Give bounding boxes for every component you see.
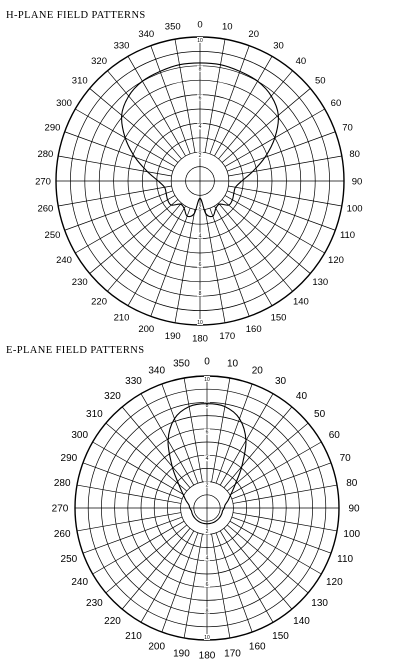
- e-plane-panel: [0, 336, 400, 672]
- angle-label: 140: [292, 296, 309, 308]
- grid-spoke: [222, 88, 310, 162]
- angle-label: 60: [328, 430, 340, 441]
- grid-spoke: [107, 71, 181, 159]
- radial-label: 4: [198, 124, 202, 131]
- angle-label: 350: [164, 21, 181, 33]
- grid-spoke: [214, 56, 272, 156]
- grid-spoke: [214, 206, 272, 306]
- grid-spoke: [220, 394, 273, 485]
- angle-label: 110: [339, 230, 356, 242]
- angle-label: 210: [113, 312, 130, 324]
- angle-label: 180: [198, 650, 216, 662]
- angle-label: 260: [37, 203, 54, 215]
- grid-spoke: [233, 513, 337, 531]
- radial-label: 6: [198, 262, 202, 269]
- angle-label: 340: [138, 28, 155, 40]
- grid-spoke: [83, 517, 182, 553]
- angle-label: 200: [138, 323, 155, 335]
- grid-spoke: [106, 525, 187, 593]
- grid-spoke: [65, 191, 173, 230]
- grid-spoke: [227, 423, 308, 491]
- grid-spoke: [107, 203, 181, 291]
- grid-spoke: [175, 39, 195, 152]
- radial-label: 10: [204, 634, 210, 641]
- grid-spoke: [128, 56, 186, 156]
- angle-label: 190: [173, 648, 190, 660]
- grid-spoke: [228, 186, 341, 206]
- angle-label: 330: [113, 40, 130, 52]
- grid-spoke: [225, 195, 325, 253]
- grid-spoke: [219, 203, 293, 291]
- angle-label: 70: [342, 122, 353, 134]
- grid-spoke: [220, 531, 273, 622]
- angle-label: 220: [104, 616, 121, 628]
- angle-label: 170: [219, 330, 236, 342]
- angle-label: 290: [60, 453, 78, 465]
- angle-label: 200: [148, 641, 166, 653]
- angle-label: 100: [343, 529, 361, 541]
- radial-label: 4: [205, 456, 209, 462]
- angle-label: 320: [91, 56, 108, 68]
- grid-spoke: [232, 517, 331, 553]
- angle-label: 130: [311, 597, 328, 609]
- grid-spoke: [58, 186, 171, 206]
- grid-spoke: [75, 195, 175, 253]
- angle-label: 220: [91, 296, 108, 308]
- angle-label: 340: [148, 365, 166, 377]
- grid-spoke: [122, 407, 190, 488]
- angle-label: 300: [56, 97, 72, 109]
- grid-spoke: [224, 407, 292, 488]
- grid-spoke: [227, 132, 335, 171]
- angle-label: 300: [71, 430, 89, 441]
- grid-spoke: [228, 156, 341, 176]
- grid-spoke: [151, 46, 190, 154]
- grid-spoke: [212, 534, 230, 638]
- angle-label: 310: [86, 409, 103, 421]
- angle-label: 50: [314, 409, 326, 421]
- angle-label: 150: [270, 312, 287, 324]
- grid-spoke: [141, 394, 194, 485]
- angle-label: 110: [337, 553, 354, 565]
- angle-label: 10: [226, 358, 239, 370]
- angle-label: 320: [104, 390, 121, 402]
- e-plane-polar-chart: [0, 336, 400, 672]
- grid-spoke: [58, 156, 171, 176]
- angle-label: 230: [86, 597, 103, 609]
- angle-label: 350: [173, 358, 190, 370]
- grid-spoke: [83, 463, 182, 499]
- angle-label: 120: [325, 577, 343, 588]
- angle-label: 50: [314, 75, 326, 87]
- angle-label: 60: [330, 97, 342, 109]
- radial-label: 2: [198, 153, 202, 159]
- grid-spoke: [175, 209, 195, 322]
- grid-spoke: [77, 513, 181, 531]
- angle-label: 20: [248, 28, 259, 40]
- grid-spoke: [232, 463, 331, 499]
- radial-label: 10: [197, 37, 203, 44]
- grid-spoke: [227, 525, 308, 593]
- angle-label: 180: [192, 333, 208, 345]
- angle-label: 330: [125, 376, 142, 388]
- angle-label: 250: [44, 230, 61, 242]
- grid-spoke: [210, 208, 249, 316]
- grid-spoke: [210, 46, 249, 154]
- grid-spoke: [205, 39, 225, 152]
- grid-spoke: [93, 442, 184, 495]
- grid-spoke: [90, 200, 178, 274]
- grid-spoke: [162, 533, 198, 632]
- grid-spoke: [162, 384, 198, 483]
- radial-label: 10: [204, 376, 210, 383]
- angle-label: 270: [35, 176, 51, 188]
- angle-label: 20: [251, 365, 263, 377]
- radial-label: 8: [198, 66, 202, 73]
- grid-spoke: [230, 521, 321, 574]
- angle-label: 0: [204, 356, 210, 368]
- grid-spoke: [227, 191, 335, 230]
- radial-label: 4: [205, 555, 209, 562]
- angle-label: 70: [339, 453, 351, 465]
- grid-spoke: [151, 208, 190, 316]
- grid-spoke: [216, 384, 252, 483]
- radial-label: 10: [197, 319, 203, 326]
- angle-label: 160: [245, 323, 262, 335]
- angle-label: 30: [274, 376, 287, 388]
- grid-spoke: [77, 485, 181, 503]
- angle-label: 90: [351, 176, 363, 188]
- angle-label: 90: [348, 503, 360, 515]
- polar-grid: [75, 376, 339, 640]
- angle-label: 280: [53, 477, 71, 489]
- grid-spoke: [184, 378, 202, 482]
- angle-label: 120: [328, 254, 344, 266]
- radial-label: 2: [205, 529, 209, 536]
- angle-label: 0: [197, 19, 203, 31]
- radial-label: 4: [198, 233, 202, 240]
- angle-label: 40: [295, 56, 307, 68]
- radial-label: 8: [198, 291, 202, 297]
- grid-spoke: [224, 528, 292, 609]
- grid-spoke: [222, 200, 310, 274]
- grid-spoke: [233, 485, 337, 503]
- angle-label: 170: [224, 648, 241, 660]
- grid-spoke: [65, 132, 173, 171]
- angle-label: 290: [44, 122, 61, 134]
- angle-label: 240: [56, 254, 72, 266]
- angle-label: 280: [37, 149, 54, 161]
- grid-spoke: [184, 534, 202, 638]
- angle-label: 310: [71, 75, 88, 87]
- angle-label: 210: [125, 630, 142, 642]
- h-plane-title: H-PLANE FIELD PATTERNS: [6, 10, 146, 21]
- angle-label: 190: [164, 330, 181, 342]
- angle-label: 150: [272, 630, 289, 642]
- angle-label: 30: [273, 40, 284, 52]
- angle-label: 140: [293, 616, 310, 628]
- grid-spoke: [212, 378, 230, 482]
- grid-spoke: [93, 521, 184, 574]
- grid-spoke: [205, 209, 225, 322]
- grid-spoke: [141, 531, 194, 622]
- angle-label: 250: [60, 553, 78, 565]
- angle-label: 260: [53, 529, 71, 541]
- angle-label: 40: [295, 390, 308, 402]
- radial-label: 6: [198, 95, 202, 102]
- radial-label: 6: [205, 429, 209, 436]
- radial-label: 8: [205, 403, 209, 410]
- grid-spoke: [216, 533, 252, 632]
- polar-grid: [56, 37, 344, 325]
- angle-label: 240: [71, 577, 89, 588]
- angle-label: 270: [51, 503, 69, 515]
- angle-label: 100: [346, 203, 363, 215]
- grid-spoke: [122, 528, 190, 609]
- angle-label: 80: [346, 477, 358, 489]
- angle-label: 80: [349, 149, 360, 161]
- radial-label: 8: [205, 608, 209, 615]
- radial-label: 2: [205, 482, 209, 489]
- grid-spoke: [90, 88, 178, 162]
- angle-label: 130: [312, 277, 329, 289]
- grid-spoke: [128, 206, 186, 306]
- grid-spoke: [106, 423, 187, 491]
- radial-label: 2: [198, 204, 202, 211]
- e-plane-title: E-PLANE FIELD PATTERNS: [6, 345, 145, 356]
- grid-spoke: [219, 71, 293, 159]
- angle-label: 230: [71, 277, 88, 289]
- angle-label: 10: [221, 21, 233, 33]
- angle-label: 160: [248, 641, 266, 653]
- grid-spoke: [230, 442, 321, 495]
- radial-label: 6: [205, 582, 209, 588]
